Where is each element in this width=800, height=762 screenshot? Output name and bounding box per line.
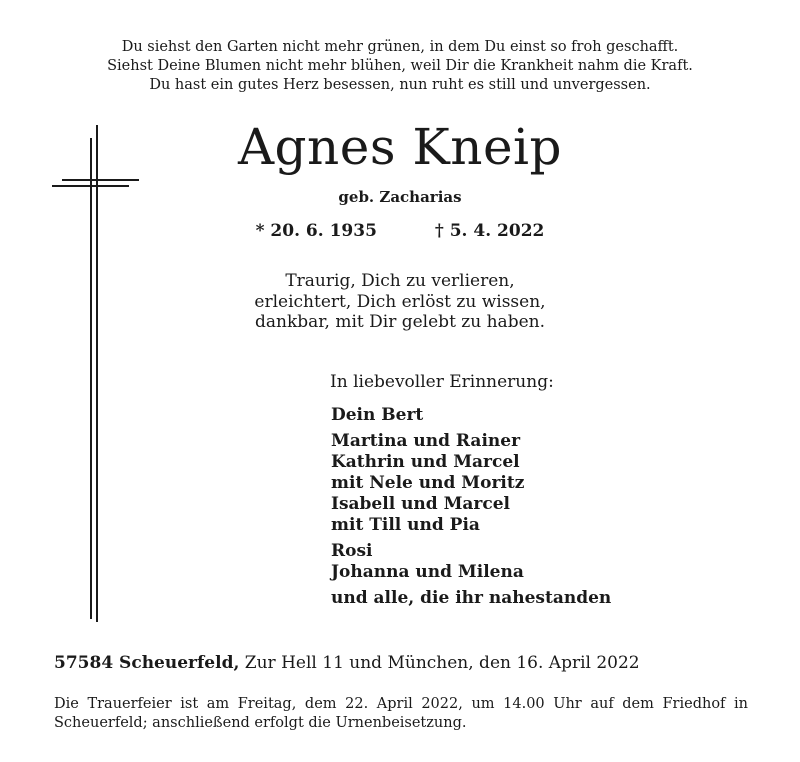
place-address-date: Zur Hell 11 und München, den 16. April 2022 <box>239 653 640 673</box>
place-town: 57584 Scheuerfeld, <box>54 653 240 673</box>
death-date: † 5. 4. 2022 <box>434 221 545 241</box>
funeral-line: Scheuerfeld; anschließend erfolgt die Urnenbeisetzung. <box>54 715 467 731</box>
place-date-line <box>54 653 640 673</box>
mourner: mit Nele und Moritz <box>331 473 525 493</box>
motto <box>0 271 800 333</box>
cross-icon-vertical-left <box>90 138 92 619</box>
mourner: Rosi <box>331 541 373 561</box>
verse-line: Du hast ein gutes Herz besessen, nun ruht es still und unvergessen. <box>149 77 651 93</box>
mourner-group <box>331 431 611 536</box>
funeral-notice <box>54 695 748 733</box>
mourner: und alle, die ihr nahestanden <box>331 588 612 608</box>
mourner: mit Till und Pia <box>331 515 480 535</box>
mourner: Dein Bert <box>331 405 424 425</box>
mourners-intro: In liebevoller Erinnerung: <box>330 372 554 392</box>
mourner: Kathrin und Marcel <box>331 452 520 472</box>
mourner: Isabell und Marcel <box>331 494 511 514</box>
motto-line: erleichtert, Dich erlöst zu wissen, <box>254 291 546 312</box>
motto-line: dankbar, mit Dir gelebt zu haben. <box>255 312 545 332</box>
verse <box>0 38 800 95</box>
mourner-group <box>331 588 611 609</box>
mourner: Martina und Rainer <box>331 431 521 451</box>
cross-icon-bar-bottom <box>52 185 129 187</box>
mourner-group <box>331 541 611 583</box>
mourner-group <box>331 405 611 426</box>
motto-line: Traurig, Dich zu verlieren, <box>285 271 515 291</box>
cross-icon-bar-top <box>62 179 139 181</box>
maiden-name: geb. Zacharias <box>338 188 462 206</box>
verse-line: Du siehst den Garten nicht mehr grünen, in dem Du einst so froh geschafft. <box>121 39 679 55</box>
life-dates <box>0 221 800 241</box>
mourner: Johanna und Milena <box>331 562 524 582</box>
mourners-list <box>331 405 611 614</box>
birth-date: * 20. 6. 1935 <box>255 221 377 241</box>
deceased-name: Agnes Kneip <box>237 118 563 176</box>
funeral-line: Die Trauerfeier ist am Freitag, dem 22. April 2022, um 14.00 Uhr auf dem Friedhof in <box>54 696 748 712</box>
verse-line: Siehst Deine Blumen nicht mehr blühen, weil Dir die Krankheit nahm die Kraft. <box>107 58 693 74</box>
